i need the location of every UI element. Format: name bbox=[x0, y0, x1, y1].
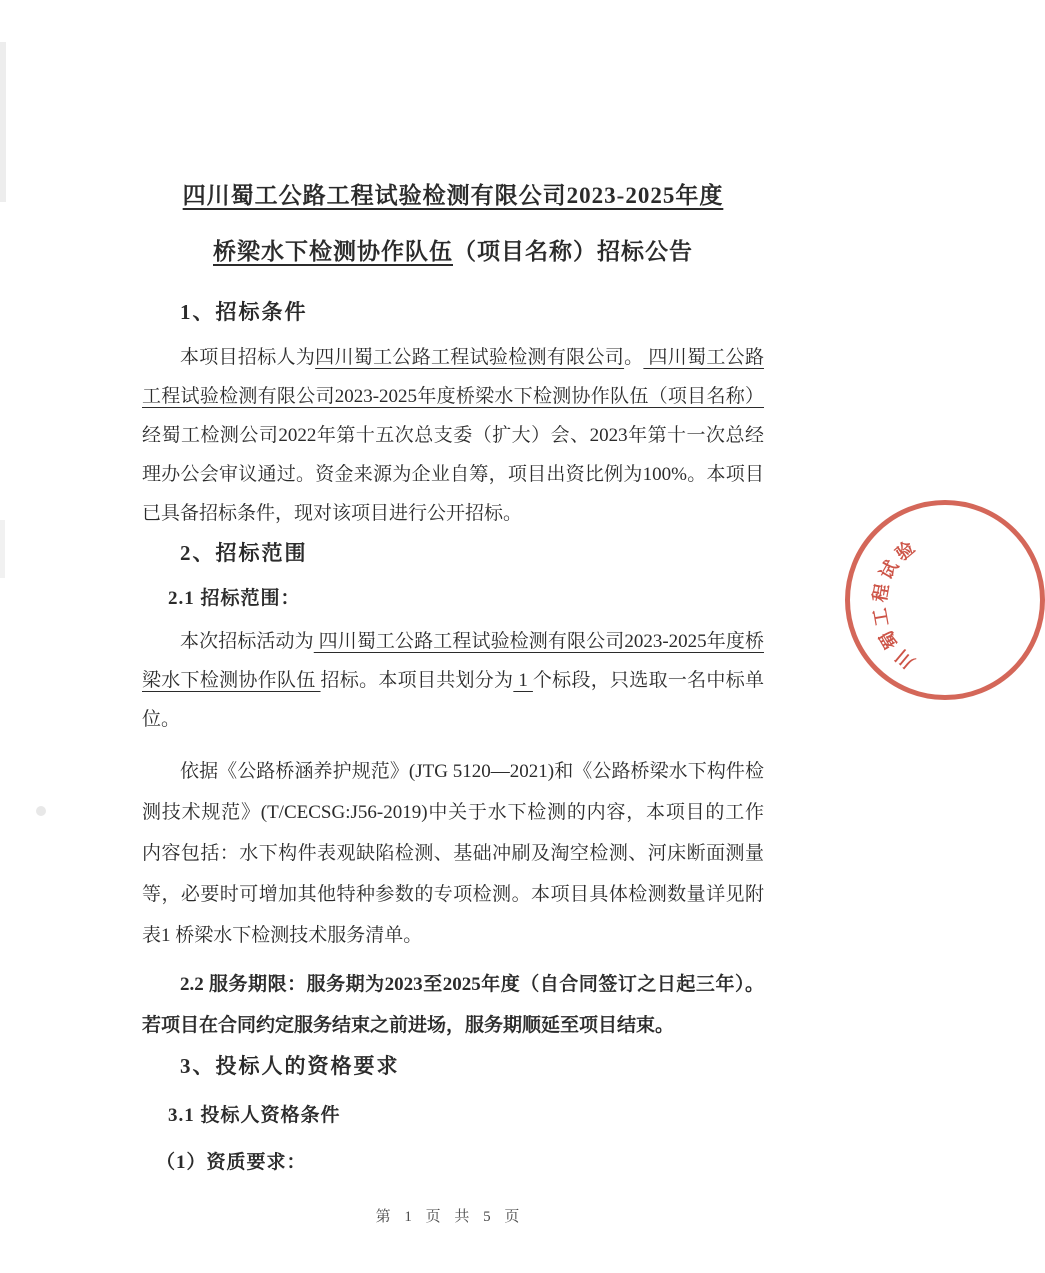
heading-bidder-qualifications: 3、投标人的资格要求 bbox=[180, 1054, 400, 1078]
title-line-1: 四川蜀工公路工程试验检测有限公司2023-2025年度 bbox=[182, 183, 724, 208]
seal-character: 程 bbox=[869, 582, 893, 604]
seal-character: 工 bbox=[869, 606, 893, 628]
heading-bidding-conditions: 1、招标条件 bbox=[180, 300, 308, 324]
paragraph-work-content: 依据《公路桥涵养护规范》(JTG 5120—2021)和《公路桥梁水下构件检测技术规范》(T/CECSG:J56-2019)中关于水下检测的内容，本项目的工作内容包括：水下构件表观缺陷检测、基础冲刷及淘空检测、河床断面测量等，必要时可增加其他特种参数的专项检测。本项目具体检测数量详见附表1 桥梁水下检测技术服务清单。 bbox=[142, 761, 764, 946]
subheading-3-1: 3.1 投标人资格条件 bbox=[168, 1105, 341, 1126]
title-line-2: 桥梁水下检测协作队伍（项目名称）招标公告 bbox=[213, 239, 693, 264]
scan-speck bbox=[36, 806, 46, 816]
seal-character: 试 bbox=[875, 557, 903, 583]
seal-character: 蜀 bbox=[875, 627, 903, 653]
paragraph-service-period: 2.2 服务期限：服务期为2023至2025年度（自合同签订之日起三年）。若项目在合同约定服务结束之前进场，服务期顺延至项目结束。 bbox=[142, 974, 764, 1036]
item-qualification-requirement: （1）资质要求： bbox=[156, 1152, 307, 1173]
seal-character: 川 bbox=[891, 645, 919, 673]
seal-character: 验 bbox=[891, 537, 919, 565]
subheading-2-1: 2.1 招标范围： bbox=[168, 588, 301, 609]
scan-edge-artifact bbox=[0, 520, 5, 578]
paragraph-scope: 本次招标活动为 四川蜀工公路工程试验检测有限公司2023-2025年度桥梁水下检测协作队伍 招标。本项目共划分为 1 个标段，只选取一名中标单位。 bbox=[142, 631, 764, 730]
paragraph-bidding-conditions: 本项目招标人为四川蜀工公路工程试验检测有限公司。 四川蜀工公路工程试验检测有限公司2023-2025年度桥梁水下检测协作队伍（项目名称）经蜀工检测公司2022年第十五次总支委（扩大）会、2023年第十一次总经理办公会审议通过。资金来源为企业自筹，项目出资比例为100%。本项目已具备招标条件，现对该项目进行公开招标。 bbox=[142, 347, 764, 524]
scan-edge-artifact bbox=[0, 42, 6, 202]
heading-bidding-scope: 2、招标范围 bbox=[180, 541, 308, 565]
document-title bbox=[142, 168, 764, 280]
page-number: 第 1 页 共 5 页 bbox=[375, 1209, 525, 1225]
